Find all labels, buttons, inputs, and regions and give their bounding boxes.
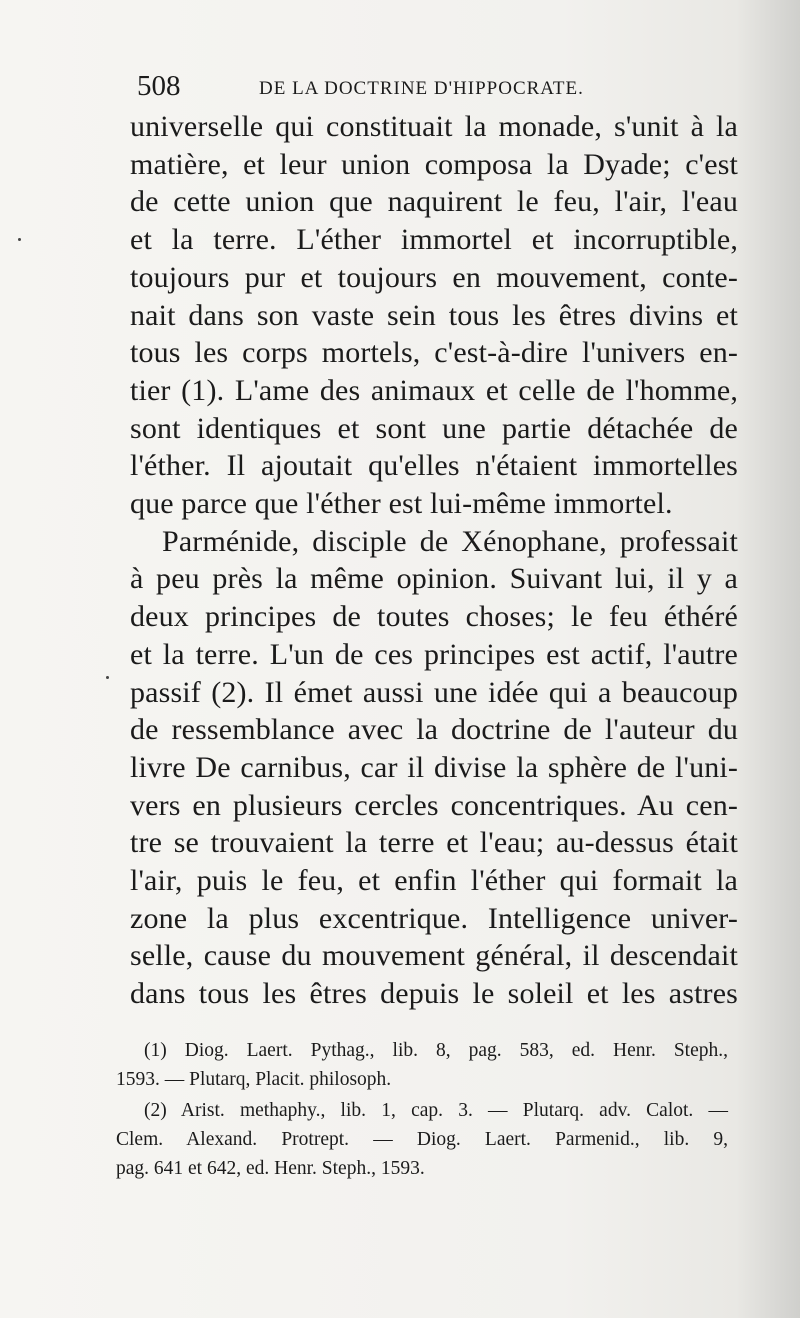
footnote-line: pag. 641 et 642, ed. Henr. Steph., 1593. (116, 1158, 425, 1179)
body-text (130, 108, 738, 1013)
text-line: zone la plus excentrique. Intelligence univer- (130, 901, 738, 935)
text-line: à peu près la même opinion. Suivant lui, il y a (130, 562, 738, 596)
paper-speck (18, 238, 21, 241)
text-line: Parménide, disciple de Xénophane, professait (162, 524, 738, 558)
footnote-line: 1593. — Plutarq, Placit. philosoph. (116, 1069, 392, 1090)
text-line: livre De carnibus, car il divise la sphère de l'uni- (130, 750, 738, 784)
footnote-line: (1) Diog. Laert. Pythag., lib. 8, pag. 583, ed. Henr. Steph., (144, 1040, 728, 1061)
text-line: selle, cause du mouvement général, il descendait (130, 939, 738, 973)
page-number: 508 (137, 70, 181, 102)
text-line: nait dans son vaste sein tous les êtres divins et (130, 298, 738, 332)
text-line: de ressemblance avec la doctrine de l'auteur du (130, 713, 738, 747)
page-header (137, 68, 737, 104)
footnote-2 (116, 1096, 728, 1183)
text-line: tous les corps mortels, c'est-à-dire l'univers en- (130, 336, 738, 370)
text-line: de cette union que naquirent le feu, l'air, l'eau (130, 185, 738, 219)
text-line: tier (1). L'ame des animaux et celle de l'homme, (130, 373, 738, 407)
text-line: et la terre. L'éther immortel et incorruptible, (130, 223, 738, 257)
text-line: tre se trouvaient la terre et l'eau; au-dessus était (130, 826, 738, 860)
paragraph-1 (130, 108, 738, 523)
text-line: l'éther. Il ajoutait qu'elles n'étaient immortelles (130, 449, 738, 483)
footnote-line: (2) Arist. methaphy., lib. 1, cap. 3. — Plutarq. adv. Calot. — (144, 1100, 728, 1121)
footnote-line: Clem. Alexand. Protrept. — Diog. Laert. Parmenid., lib. 9, (116, 1129, 728, 1150)
footnote-1 (116, 1036, 728, 1094)
text-line: et la terre. L'un de ces principes est actif, l'autre (130, 637, 738, 671)
running-head: DE LA DOCTRINE D'HIPPOCRATE. (259, 78, 584, 99)
text-line: matière, et leur union composa la Dyade; c'est (130, 147, 738, 181)
text-line: toujours pur et toujours en mouvement, conte- (130, 260, 738, 294)
text-line: l'air, puis le feu, et enfin l'éther qui formait la (130, 864, 738, 898)
paragraph-2 (130, 523, 738, 1013)
text-line: que parce que l'éther est lui-même immortel. (130, 487, 673, 521)
text-line: sont identiques et sont une partie détachée de (130, 411, 738, 445)
text-line: passif (2). Il émet aussi une idée qui a beaucoup (130, 675, 738, 709)
footnotes (116, 1036, 728, 1185)
text-line: dans tous les êtres depuis le soleil et les astres (130, 977, 738, 1011)
text-line: vers en plusieurs cercles concentriques. Au cen- (130, 788, 738, 822)
paper-speck (106, 676, 109, 679)
text-line: universelle qui constituait la monade, s'unit à la (130, 110, 738, 143)
text-line: deux principes de toutes choses; le feu éthéré (130, 600, 738, 634)
